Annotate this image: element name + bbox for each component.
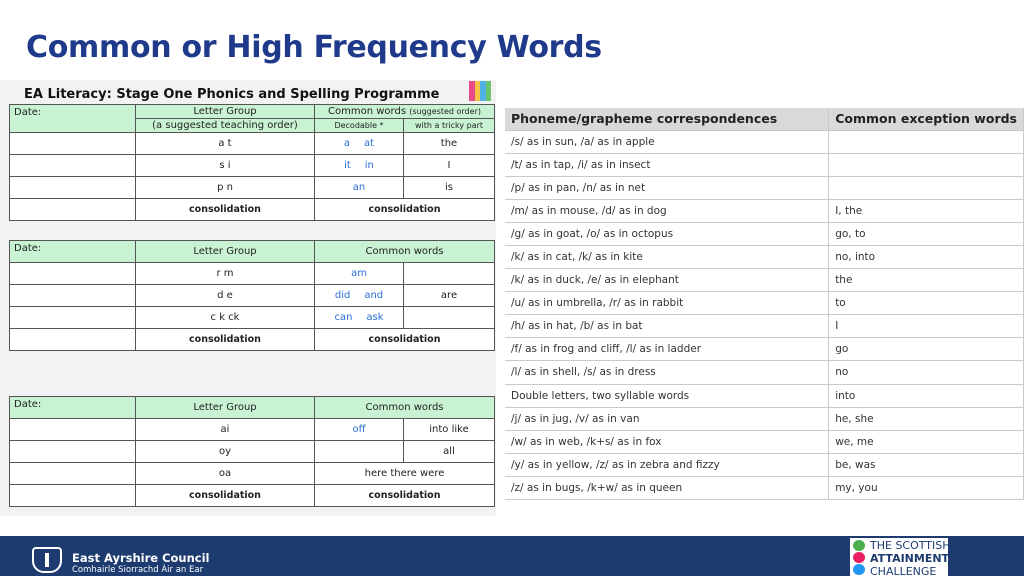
date-label: Date: [10,105,136,133]
consolidation-row [10,485,495,507]
letter-group: c k ck [136,307,315,329]
phoneme-header: Phoneme/grapheme correspondences [505,108,829,130]
letter-group: oa [136,463,315,485]
letter-group-table-1 [9,104,495,221]
tricky-word: all [404,441,495,463]
exception-cell: go, to [829,222,1024,245]
exception-cell [829,153,1024,176]
tricky-word: is [404,177,495,199]
letter-group-table-3 [9,396,495,507]
phoneme-cell: /s/ as in sun, /a/ as in apple [505,130,829,153]
consolidation-label: consolidation [315,329,495,351]
exception-cell: into [829,384,1024,407]
decodable-words: an [315,177,404,199]
sac-line-1: THE SCOTTISH [870,539,951,552]
phoneme-cell: /u/ as in umbrella, /r/ as in rabbit [505,292,829,315]
tricky-word: I [404,155,495,177]
decodable-words: a at [315,133,404,155]
council-crest-icon [32,547,62,573]
exception-cell: I, the [829,199,1024,222]
decodable-header: Decodable * [315,119,404,133]
consolidation-label: consolidation [136,485,315,507]
table-row [10,177,495,199]
table-row [10,419,495,441]
letter-group: oy [136,441,315,463]
table-row [505,338,1024,361]
common-words-merged: here there were [315,463,495,485]
tricky-word [404,263,495,285]
table-row [505,222,1024,245]
letter-group-header: Letter Group [136,397,315,419]
exception-cell [829,130,1024,153]
letter-group-header: Letter Group [136,241,315,263]
table-row [10,463,495,485]
phoneme-cell: /t/ as in tap, /i/ as in insect [505,153,829,176]
phoneme-cell: /j/ as in jug, /v/ as in van [505,407,829,430]
tricky-word: are [404,285,495,307]
common-words-note: (suggested order) [409,107,481,116]
programme-logo-icon [469,81,491,101]
letter-group-table-2 [9,240,495,351]
common-words-header: Common words [315,397,495,419]
table-row [10,441,495,463]
table-row [10,133,495,155]
phoneme-table [505,108,1024,500]
phoneme-cell: /k/ as in duck, /e/ as in elephant [505,269,829,292]
phoneme-table-header [505,108,1024,130]
letter-group: a t [136,133,315,155]
letter-group: ai [136,419,315,441]
phoneme-cell: Double letters, two syllable words [505,384,829,407]
letter-group: d e [136,285,315,307]
date-label: Date: [10,241,136,263]
phoneme-cell: /f/ as in frog and cliff, /l/ as in ladder [505,338,829,361]
tricky-header: with a tricky part [404,119,495,133]
exception-cell [829,176,1024,199]
exception-header: Common exception words [829,108,1024,130]
programme-heading: EA Literacy: Stage One Phonics and Spelling Programme [24,87,440,102]
phoneme-cell: /m/ as in mouse, /d/ as in dog [505,199,829,222]
table-row [10,155,495,177]
exception-cell: go [829,338,1024,361]
table-row [505,430,1024,453]
common-words-label: Common words [328,106,407,117]
consolidation-row [10,199,495,221]
letter-group: r m [136,263,315,285]
decodable-words: can ask [315,307,404,329]
decodable-words [315,441,404,463]
consolidation-label: consolidation [315,199,495,221]
table-row [505,292,1024,315]
phoneme-cell: /k/ as in cat, /k/ as in kite [505,245,829,268]
exception-cell: the [829,269,1024,292]
table-row [505,384,1024,407]
table-row [505,269,1024,292]
letter-group-header: Letter Group [136,105,315,119]
attainment-challenge-logo [850,538,951,576]
common-words-header [315,105,495,119]
phoneme-cell: /p/ as in pan, /n/ as in net [505,176,829,199]
exception-cell: no [829,361,1024,384]
phoneme-cell: /h/ as in hat, /b/ as in bat [505,315,829,338]
table-row [10,307,495,329]
decodable-words: off [315,419,404,441]
attainment-dots-icon [853,540,867,576]
exception-cell: be, was [829,453,1024,476]
table-row [505,153,1024,176]
consolidation-label: consolidation [136,199,315,221]
exception-cell: my, you [829,476,1024,499]
table-row [10,285,495,307]
phoneme-cell: /l/ as in shell, /s/ as in dress [505,361,829,384]
letter-group-subheader: (a suggested teaching order) [136,119,315,133]
table-row [505,245,1024,268]
letter-group: s i [136,155,315,177]
slide-title: Common or High Frequency Words [26,30,602,65]
sac-line-2: ATTAINMENT [870,552,950,565]
phoneme-cell: /w/ as in web, /k+s/ as in fox [505,430,829,453]
tricky-word: into like [404,419,495,441]
phoneme-cell: /z/ as in bugs, /k+w/ as in queen [505,476,829,499]
table-row [10,263,495,285]
decodable-words: did and [315,285,404,307]
table-row [505,453,1024,476]
table-row [505,199,1024,222]
common-words-header: Common words [315,241,495,263]
decodable-words: am [315,263,404,285]
table-row [505,176,1024,199]
exception-cell: I [829,315,1024,338]
consolidation-label: consolidation [315,485,495,507]
phoneme-cell: /y/ as in yellow, /z/ as in zebra and fizzy [505,453,829,476]
table-row [505,130,1024,153]
consolidation-row [10,329,495,351]
council-name: East Ayrshire Council [72,551,210,565]
exception-cell: no, into [829,245,1024,268]
council-subtitle: Comhairle Siorrachd Àir an Ear [72,565,204,575]
table-row [505,476,1024,499]
decodable-words: it in [315,155,404,177]
exception-cell: he, she [829,407,1024,430]
table-row [505,407,1024,430]
date-label: Date: [10,397,136,419]
tricky-word [404,307,495,329]
letter-group: p n [136,177,315,199]
exception-cell: we, me [829,430,1024,453]
table-row [505,315,1024,338]
table-row [505,361,1024,384]
exception-cell: to [829,292,1024,315]
consolidation-label: consolidation [136,329,315,351]
tricky-word: the [404,133,495,155]
phoneme-cell: /g/ as in goat, /o/ as in octopus [505,222,829,245]
sac-line-3: CHALLENGE [870,565,937,576]
